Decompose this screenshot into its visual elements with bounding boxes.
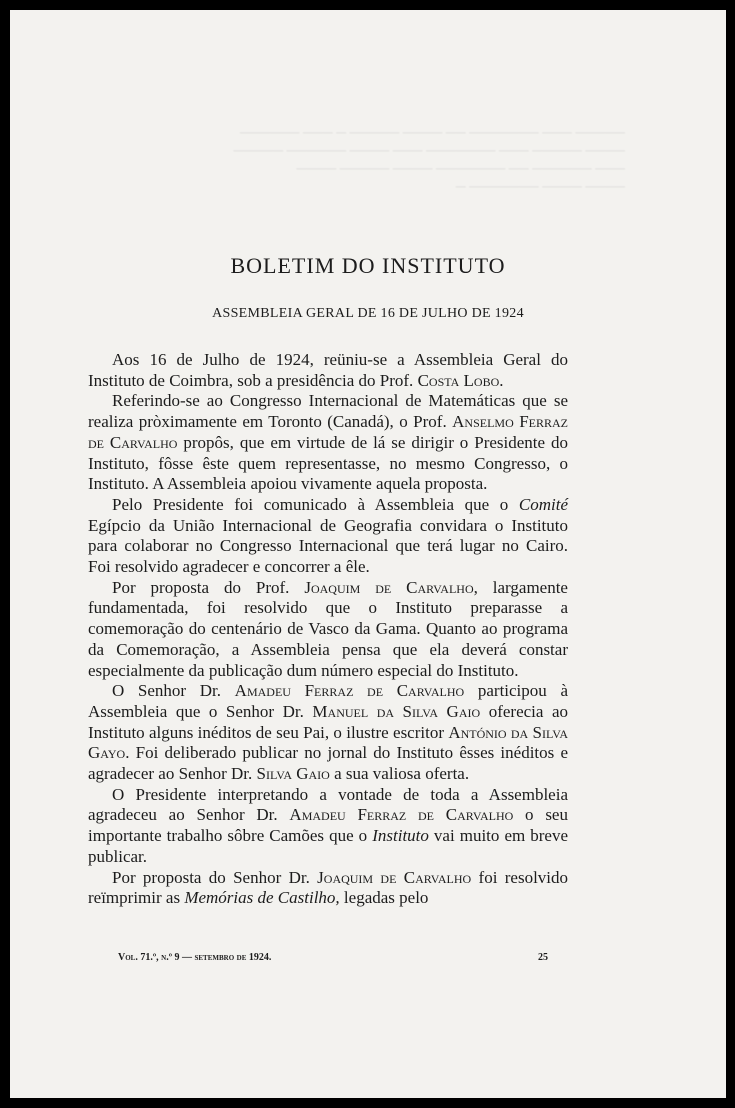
text-run: Por proposta do Prof. xyxy=(112,577,305,597)
text-run: O Presidente interpretando a vontade de toda a Assembleia agradeceu ao Senhor Dr. xyxy=(88,784,568,825)
text-run: Egípcio da União Internacional de Geografia convidara o Instituto para colaborar no Congresso Internacional que terá lugar no Cairo. Foi resolvido agradecer e concorrer a êle. xyxy=(88,515,568,577)
page-number: 25 xyxy=(538,952,548,963)
name-smallcaps: Manuel da Silva Gaio xyxy=(312,701,481,721)
text-run: propôs, que em virtude de lá se dirigir o Presidente do Instituto, fôsse êste quem representasse, no mesmo Congresso, o Instituto. A Assembleia apoiou vivamente aquela proposta. xyxy=(88,432,568,494)
text-run: . xyxy=(499,370,504,390)
text-run: a sua valiosa oferta. xyxy=(329,764,470,784)
text-run: foi resolvido reïmprimir as xyxy=(88,867,569,908)
name-smallcaps: Joaquim de Carvalho xyxy=(317,867,472,887)
text-run: . Foi deliberado publicar no jornal do Instituto êsses inéditos e agradecer ao Senhor Dr. xyxy=(88,743,568,784)
paragraph-1 xyxy=(88,350,568,391)
name-smallcaps: António da Silva Gayo xyxy=(88,722,568,763)
paragraph-6 xyxy=(88,785,568,868)
paragraph-3 xyxy=(88,495,568,578)
text-run: Aos 16 de Julho de 1924, reüniu-se a Assembleia Geral do Instituto de Coimbra, sob a presidência do Prof. xyxy=(88,350,568,390)
name-smallcaps: Joaquim de Carvalho xyxy=(304,577,474,597)
page-footer xyxy=(118,952,548,963)
italic-text: Comité xyxy=(518,494,568,514)
text-run: , largamente fundamentada, foi resolvido que o Instituto preparasse a comemoração do centenário de Vasco da Gama. Quanto ao programa da Comemoração, a Assembleia pensa que ela deverá constar especialmente da publicação dum número especial do Instituto. xyxy=(88,577,568,680)
name-smallcaps: Silva Gaio xyxy=(256,764,330,784)
paragraph-2 xyxy=(88,391,568,495)
text-run: Pelo Presidente foi comunicado à Assembleia que o xyxy=(112,494,519,514)
volume-line: Vol. 71.º, n.º 9 — setembro de 1924. xyxy=(118,952,272,963)
name-smallcaps: Anselmo Ferraz de Carvalho xyxy=(88,412,568,452)
page-title: BOLETIM DO INSTITUTO xyxy=(230,253,506,278)
paragraph-7 xyxy=(88,868,568,909)
minutes-body xyxy=(88,350,568,909)
italic-text: Instituto xyxy=(372,826,429,846)
text-run: participou à Assembleia que o Senhor Dr. xyxy=(88,681,568,721)
text-run: Referindo-se ao Congresso Internacional de Matemáticas que se realiza pròximamente em Toronto (Canadá), o Prof. xyxy=(88,391,568,432)
name-smallcaps: Costa Lobo xyxy=(417,370,500,390)
text-run: oferecia ao Instituto alguns inéditos de seu Pai, o ilustre escritor xyxy=(88,701,568,742)
meeting-subtitle: ASSEMBLEIA GERAL DE 16 DE JULHO DE 1924 xyxy=(212,306,524,321)
text-run: legadas pelo xyxy=(339,888,429,908)
name-smallcaps: Amadeu Ferraz de Carvalho xyxy=(289,805,514,825)
bleed-through-texture: ───── ─── ─────── ── ──── ───── ─ ─── ────── ──── ───── ─── ─────── ─── ──── ────── ───── ─── ────── ── ─────── ──── ───── ──── ──── ──── ─────── ─ xyxy=(233,126,625,195)
paragraph-5 xyxy=(88,681,568,785)
document-page xyxy=(10,10,726,1098)
text-run: vai muito em breve publicar. xyxy=(88,826,568,866)
text-run: O Senhor Dr. xyxy=(112,681,235,701)
text-run: Por proposta do Senhor Dr. xyxy=(112,867,318,887)
name-smallcaps: Amadeu Ferraz de Carvalho xyxy=(234,681,465,701)
text-run: o seu importante trabalho sôbre Camões que o xyxy=(88,805,568,846)
italic-text: Memórias de Castilho, xyxy=(184,888,340,908)
paragraph-4 xyxy=(88,578,568,682)
